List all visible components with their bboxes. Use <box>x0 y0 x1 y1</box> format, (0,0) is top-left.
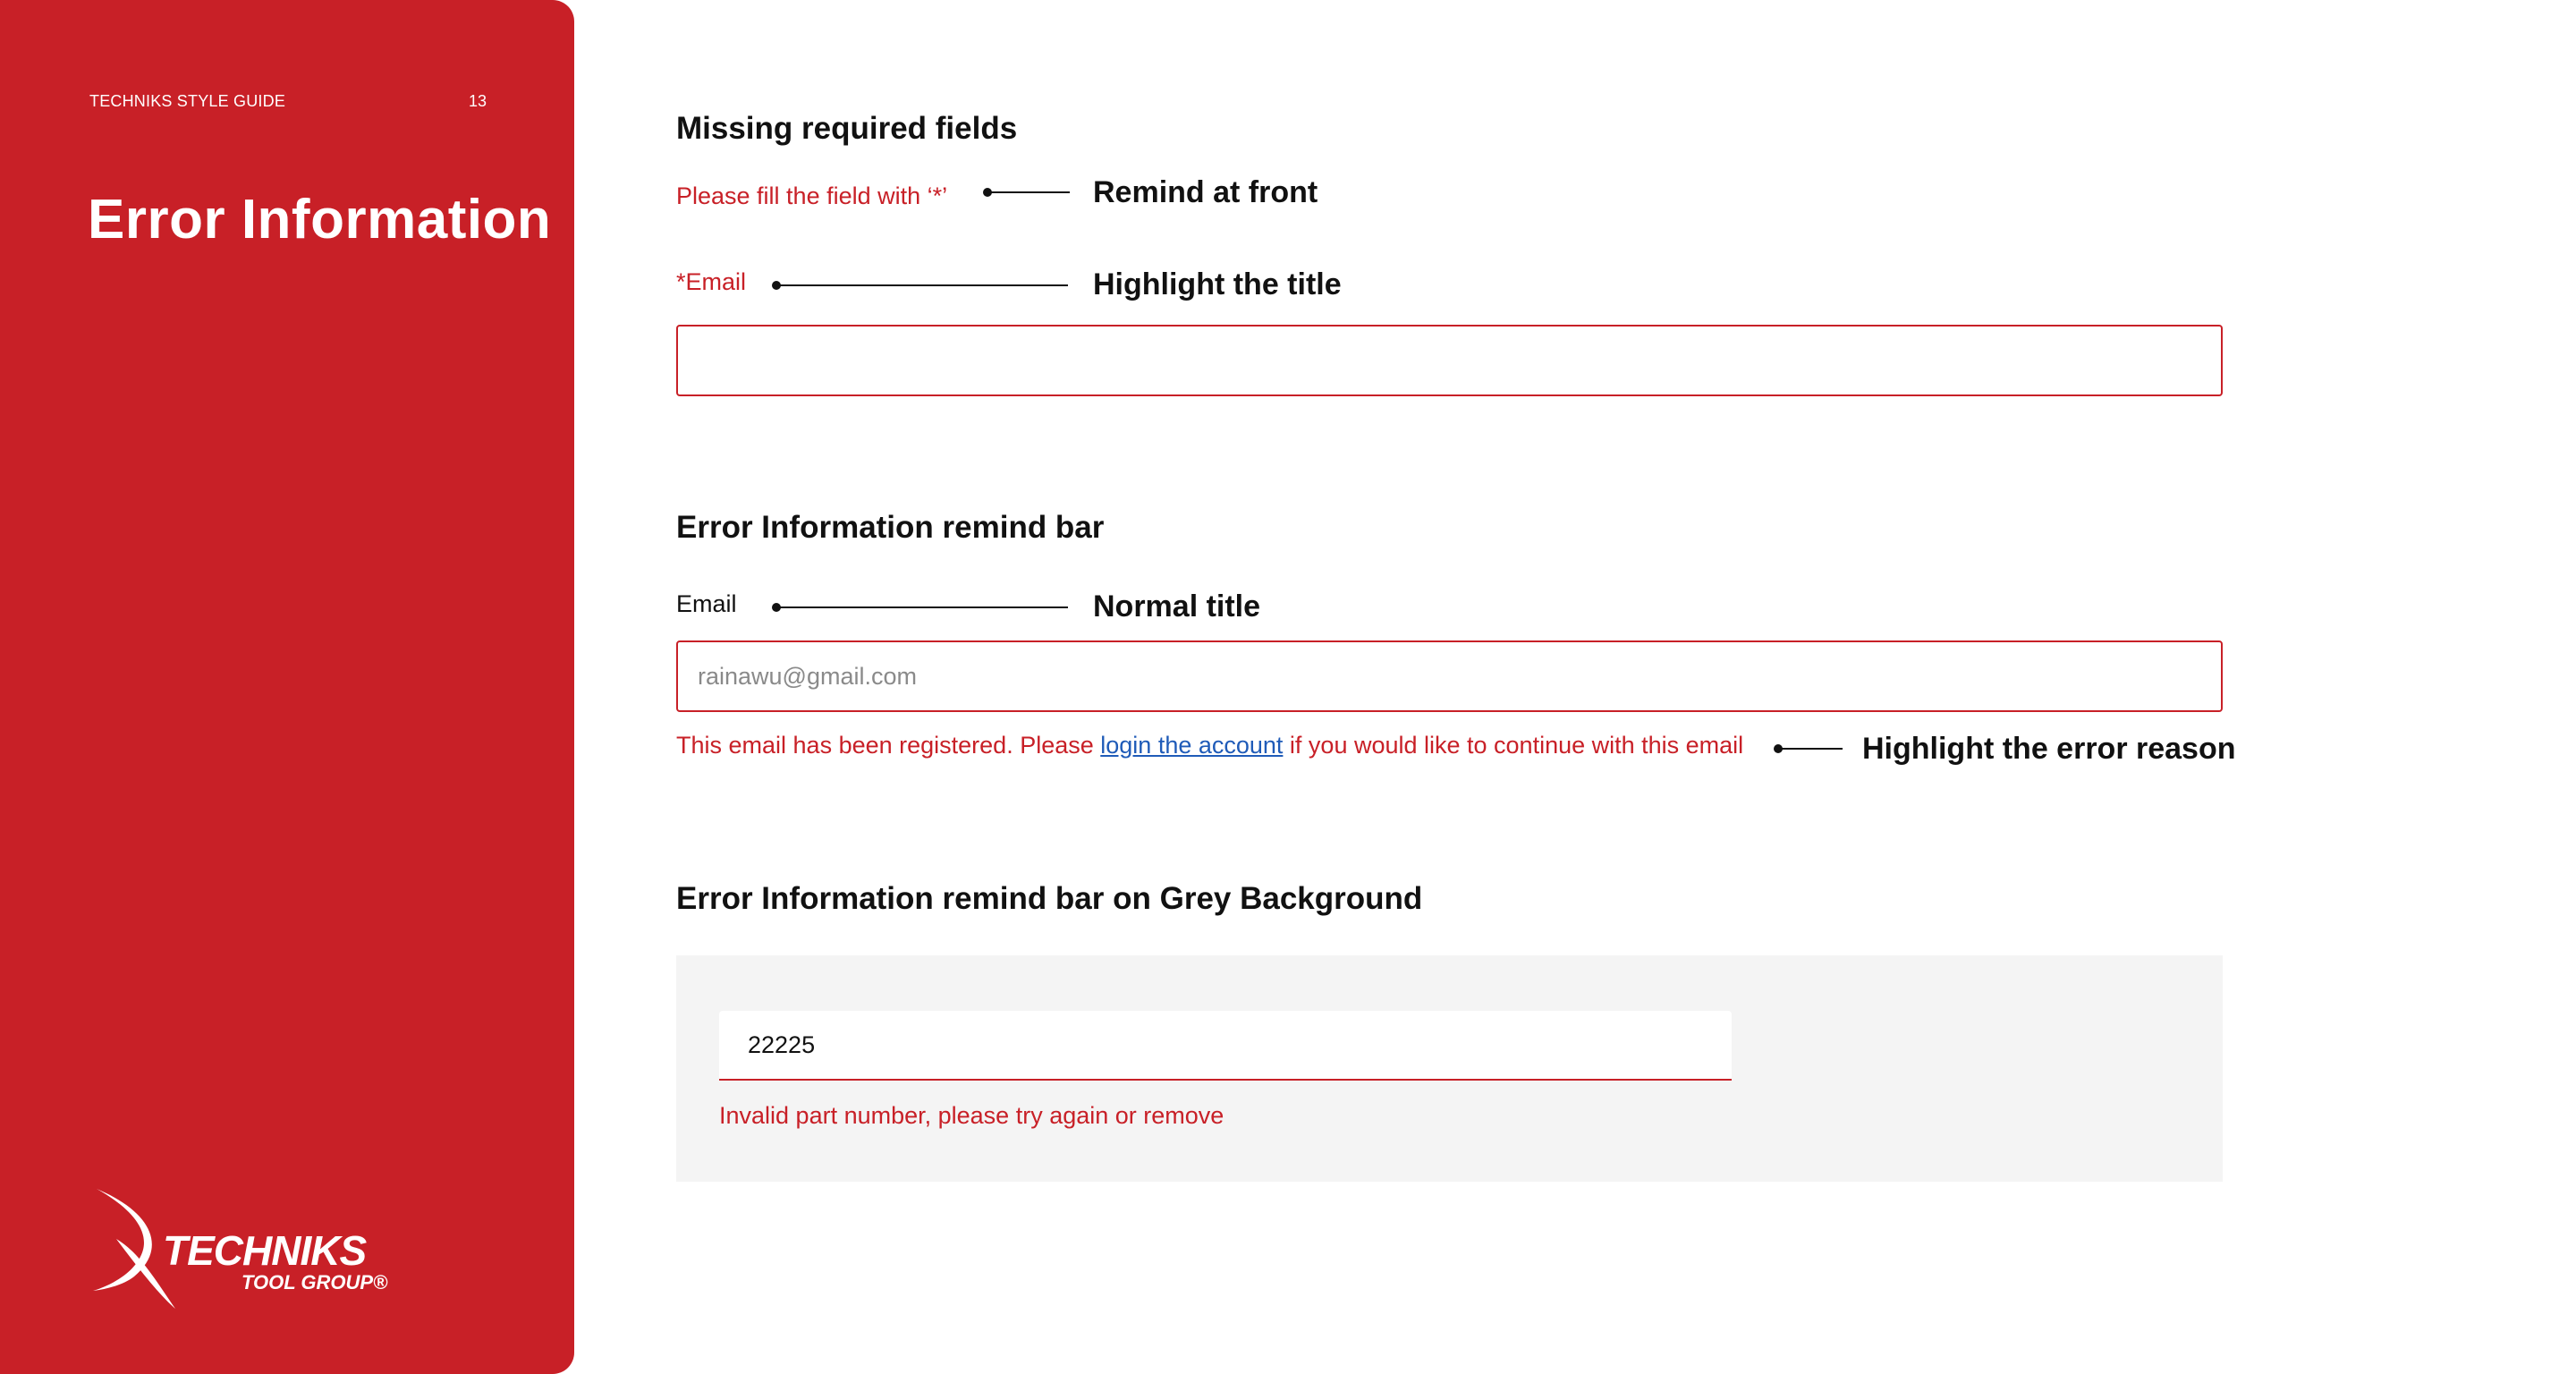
annotation-normal-title: Normal title <box>1093 589 1261 623</box>
section-heading-missing-fields: Missing required fields <box>676 111 1018 146</box>
annotation-highlight-error-reason: Highlight the error reason <box>1862 732 2236 766</box>
grey-background-panel <box>676 955 2223 1182</box>
logo-brand-text: TECHNIKS <box>163 1227 367 1274</box>
email-label: Email <box>676 590 737 617</box>
page-title: Error Information <box>88 189 552 250</box>
sidebar-panel <box>0 0 574 1374</box>
logo-sub-text: TOOL GROUP® <box>242 1271 388 1293</box>
annotation-remind-at-front: Remind at front <box>1093 175 1318 209</box>
section-heading-grey-background: Error Information remind bar on Grey Background <box>676 881 1423 916</box>
annotation-leader-line <box>987 191 1070 193</box>
annotation-highlight-title: Highlight the title <box>1093 267 1342 301</box>
style-guide-label: TECHNIKS STYLE GUIDE <box>89 92 286 110</box>
annotation-leader-line <box>776 284 1068 286</box>
annotation-leader-line <box>776 606 1068 608</box>
email-label-required: *Email <box>676 268 747 295</box>
required-fields-note: Please fill the field with ‘*’ <box>676 182 948 209</box>
email-input[interactable] <box>676 640 2223 712</box>
email-input-required[interactable] <box>676 325 2223 396</box>
annotation-leader-line <box>1778 748 1843 750</box>
part-number-error-message: Invalid part number, please try again or remove <box>719 1102 1224 1129</box>
email-error-message <box>676 732 1743 759</box>
error-text-prefix: This email has been registered. Please <box>676 732 1101 759</box>
page-number: 13 <box>469 92 487 110</box>
error-text-suffix: if you would like to continue with this email <box>1283 732 1744 759</box>
login-account-link[interactable]: login the account <box>1100 732 1284 759</box>
section-heading-remind-bar: Error Information remind bar <box>676 510 1105 545</box>
part-number-input[interactable] <box>719 1011 1732 1081</box>
techniks-logo <box>89 1185 394 1310</box>
